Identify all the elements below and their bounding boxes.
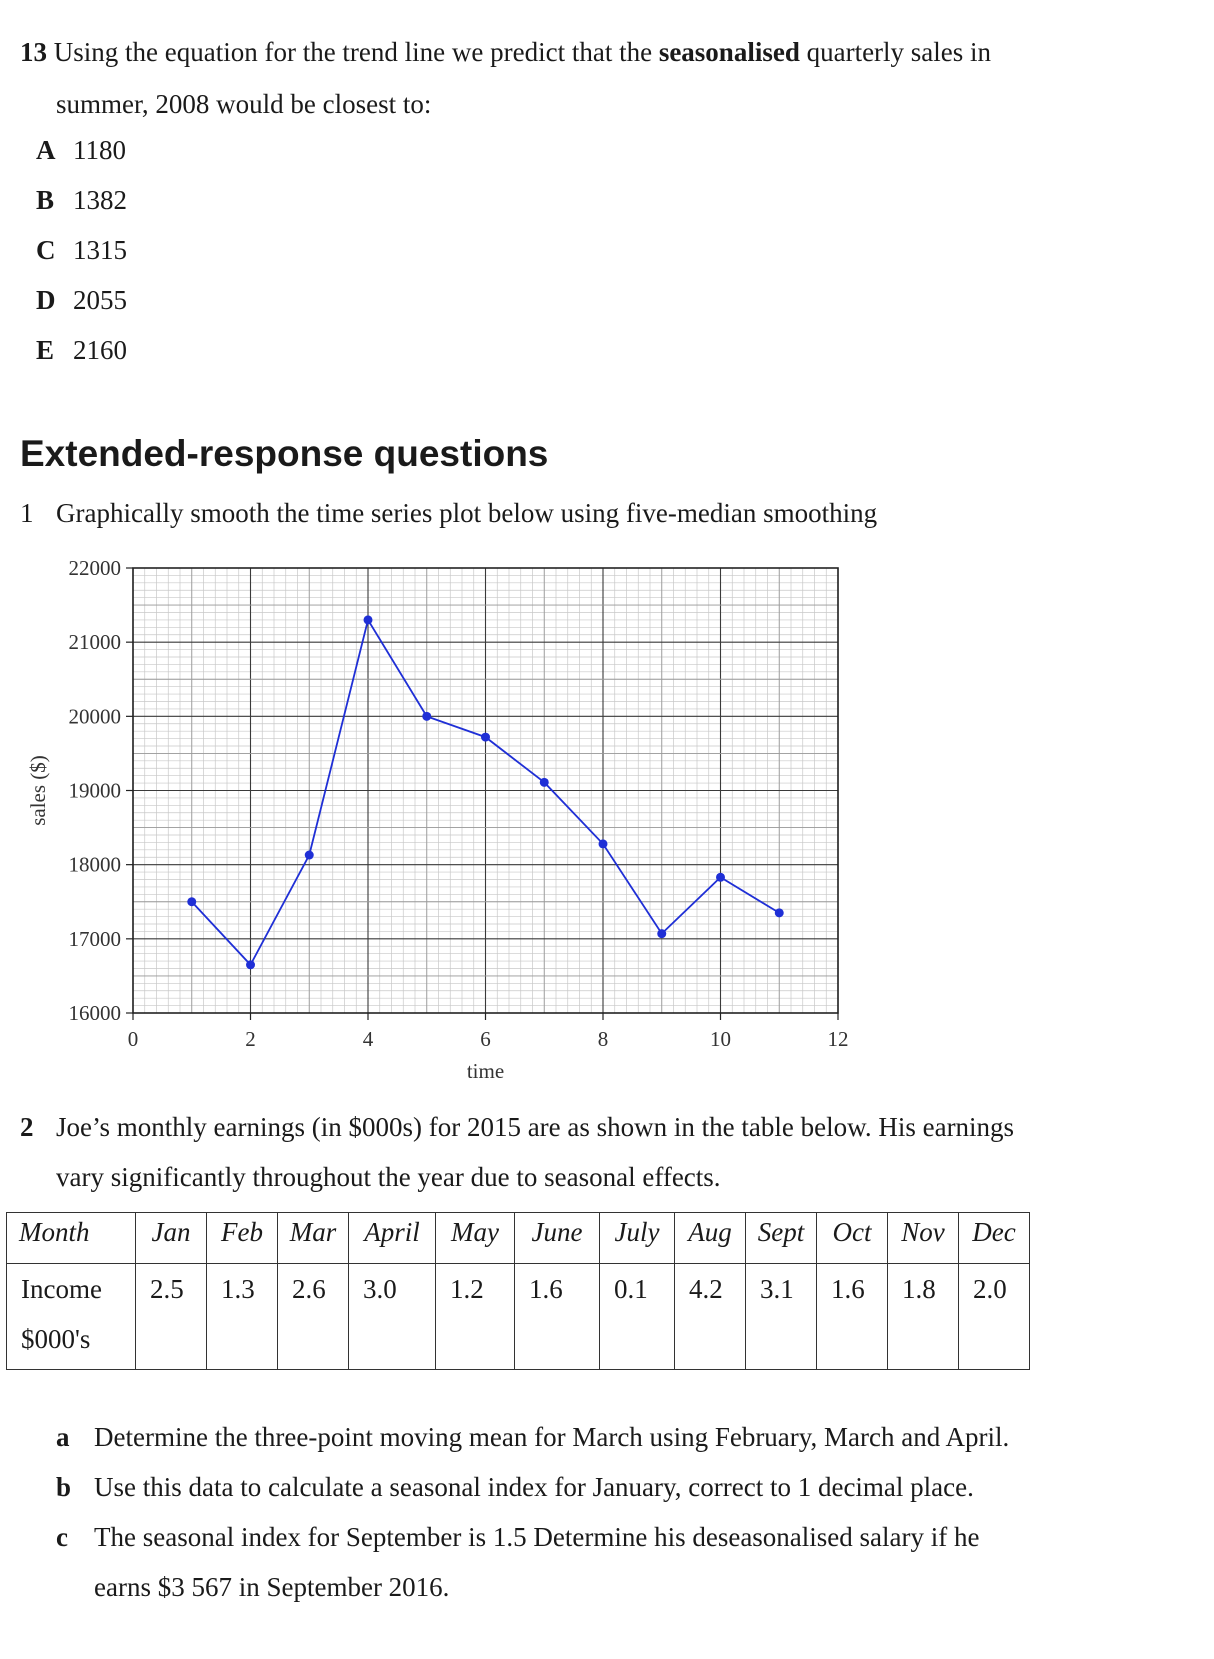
data-point	[305, 851, 314, 860]
earnings-table	[6, 1212, 1030, 1370]
y-tick-label: 18000	[68, 852, 121, 877]
question-2-line2: vary significantly throughout the year due to seasonal effects.	[56, 1162, 721, 1192]
question-1-number: 1	[20, 498, 34, 528]
table-value-cell: 2.0	[959, 1264, 1030, 1370]
x-tick-label: 6	[480, 1027, 491, 1051]
data-point	[187, 897, 196, 906]
part-c	[56, 1522, 979, 1553]
row-label-line1: Income	[21, 1274, 102, 1304]
option-c	[36, 235, 127, 266]
table-value-cell: 1.6	[515, 1264, 600, 1370]
part-letter: a	[56, 1422, 70, 1452]
table-value-cell: 2.6	[278, 1264, 349, 1370]
option-d	[36, 285, 127, 316]
y-tick-label: 20000	[68, 704, 121, 729]
table-header-cell: July	[600, 1213, 675, 1264]
table-header-cell: Jan	[136, 1213, 207, 1264]
option-b	[36, 185, 127, 216]
table-value-cell: 3.1	[746, 1264, 817, 1370]
option-value: 1180	[73, 135, 126, 165]
question-1-text: Graphically smooth the time series plot below using five-median smoothing	[56, 498, 878, 528]
option-letter: E	[36, 335, 55, 365]
question-2-line1: Joe’s monthly earnings (in $000s) for 2015 are as shown in the table below. His earnings	[56, 1112, 1015, 1142]
x-tick-label: 0	[127, 1027, 139, 1051]
table-value-row	[7, 1264, 1030, 1370]
table-value-cell: 1.2	[436, 1264, 515, 1370]
part-text: Use this data to calculate a seasonal index for January, correct to 1 decimal place.	[94, 1472, 974, 1502]
table-value-cell: 1.6	[817, 1264, 888, 1370]
table-header-cell: Dec	[959, 1213, 1030, 1264]
table-value-cell: 1.8	[888, 1264, 959, 1370]
part-text: Determine the three-point moving mean for March using February, March and April.	[94, 1422, 1010, 1452]
option-value: 1382	[73, 185, 127, 215]
part-b	[56, 1472, 974, 1503]
x-tick-labels	[128, 1027, 849, 1051]
table-header-month: Month	[7, 1213, 136, 1264]
table-header-cell: Sept	[746, 1213, 817, 1264]
question-13-stem	[20, 35, 991, 69]
option-letter: B	[36, 185, 55, 215]
question-1	[20, 498, 877, 529]
part-text: The seasonal index for September is 1.5 Determine his deseasonalised salary if he	[94, 1522, 980, 1552]
data-point	[716, 873, 725, 882]
data-point	[481, 733, 490, 742]
table-value-cell: 2.5	[136, 1264, 207, 1370]
table-header-cell: April	[349, 1213, 436, 1264]
option-letter: D	[36, 285, 56, 315]
y-tick-label: 21000	[68, 630, 121, 655]
option-value: 1315	[73, 235, 127, 265]
y-tick-label: 17000	[68, 926, 121, 951]
part-a	[56, 1422, 1009, 1453]
question-13-stem-line2: summer, 2008 would be closest to:	[56, 89, 432, 119]
table-value-cell: 4.2	[675, 1264, 746, 1370]
question-13-stem-after: quarterly sales in	[806, 37, 992, 67]
option-value: 2160	[73, 335, 127, 365]
part-letter: b	[56, 1472, 72, 1502]
part-c-line2: earns $3 567 in September 2016.	[94, 1572, 450, 1602]
x-tick-label: 2	[245, 1027, 256, 1051]
x-tick-label: 10	[710, 1027, 731, 1051]
x-tick-label: 12	[827, 1027, 849, 1051]
y-tick-labels	[69, 556, 122, 1025]
table-value-cell: 1.3	[207, 1264, 278, 1370]
question-2-number: 2	[20, 1112, 34, 1142]
option-letter: C	[36, 235, 56, 265]
table-header-cell: Aug	[675, 1213, 746, 1264]
data-point	[364, 615, 373, 624]
y-axis-label: sales ($)	[26, 755, 50, 826]
y-tick-label: 19000	[68, 778, 121, 803]
table-header-cell: Mar	[278, 1213, 349, 1264]
data-point	[422, 712, 431, 721]
data-point	[599, 839, 608, 848]
y-tick-label: 22000	[68, 556, 121, 580]
question-13-number: 13	[20, 37, 47, 67]
table-header-cell: Feb	[207, 1213, 278, 1264]
x-tick-label: 8	[597, 1027, 609, 1051]
data-point	[246, 960, 255, 969]
table-header-cell: Nov	[888, 1213, 959, 1264]
data-point	[657, 929, 666, 938]
option-e	[36, 335, 127, 366]
x-tick-label: 4	[362, 1027, 374, 1051]
y-tick-label: 16000	[68, 1001, 121, 1025]
table-value-cell: 3.0	[349, 1264, 436, 1370]
option-value: 2055	[73, 285, 127, 315]
table-header-row	[7, 1213, 1030, 1264]
table-value-cell: 0.1	[600, 1264, 675, 1370]
table-row-label	[7, 1264, 136, 1370]
option-letter: A	[36, 135, 56, 165]
question-2	[20, 1112, 1014, 1143]
x-axis-label: time	[466, 1059, 505, 1083]
section-heading: Extended-response questions	[20, 433, 549, 474]
option-a	[36, 135, 126, 166]
time-series-chart	[0, 550, 880, 1090]
question-13-stem-before: Using the equation for the trend line we predict that the	[53, 37, 653, 67]
data-point	[775, 908, 784, 917]
axis-ticks	[126, 568, 838, 1020]
table-header-cell: Oct	[817, 1213, 888, 1264]
table-header-cell: May	[436, 1213, 515, 1264]
table-header-cell: June	[515, 1213, 600, 1264]
part-letter: c	[56, 1522, 68, 1552]
row-label-line2: $000's	[21, 1324, 91, 1354]
data-point	[540, 778, 549, 787]
question-13-stem-bold: seasonalised	[658, 37, 800, 67]
